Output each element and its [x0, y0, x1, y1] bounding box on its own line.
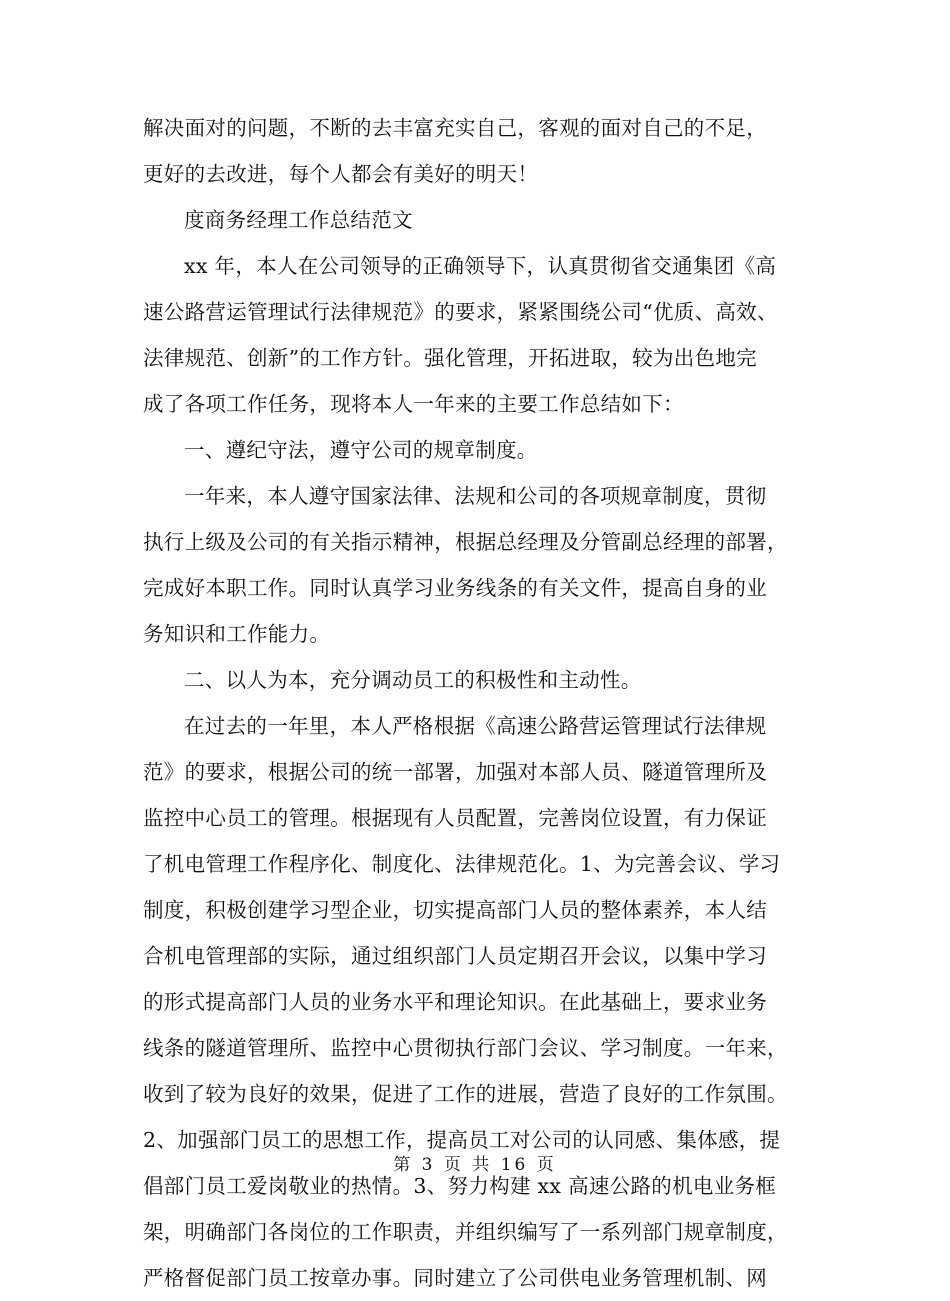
- document-body: [143, 105, 807, 1301]
- text-line: 制度，积极创建学习型企业，切实提高部门人员的整体素养，本人结: [143, 898, 767, 922]
- page-footer: [0, 1150, 950, 1175]
- text-line: 在过去的一年里，本人严格根据《高速公路营运管理试行法律规: [184, 714, 767, 738]
- section-title: 度商务经理工作总结范文: [184, 208, 413, 232]
- text-line: 更好的去改进，每个人都会有美好的明天！: [143, 162, 539, 186]
- text-line: 务知识和工作能力。: [143, 622, 331, 646]
- text-line: 了机电管理工作程序化、制度化、法律规范化。1、为完善会议、学习: [143, 852, 781, 876]
- text-line: xx 年，本人在公司领导的正确领导下，认真贯彻省交通集团《高: [184, 254, 777, 278]
- text-line: 2、加强部门员工的思想工作，提高员工对公司的认同感、集体感，提: [143, 1128, 781, 1152]
- text-line: 合机电管理部的实际，通过组织部门人员定期召开会议，以集中学习: [143, 944, 767, 968]
- text-line: 的形式提高部门人员的业务水平和理论知识。在此基础上，要求业务: [143, 990, 767, 1014]
- page-number: 第 3 页 共 16 页: [393, 1155, 557, 1175]
- text-line: 架，明确部门各岗位的工作职责，并组织编写了一系列部门规章制度，: [143, 1220, 788, 1244]
- section-heading: 一、遵纪守法，遵守公司的规章制度。: [184, 438, 538, 462]
- text-line: 完成好本职工作。同时认真学习业务线条的有关文件，提高自身的业: [143, 576, 767, 600]
- text-line: 一年来，本人遵守国家法律、法规和公司的各项规章制度，贯彻: [184, 484, 767, 508]
- text-line: 收到了较为良好的效果，促进了工作的进展，营造了良好的工作氛围。: [143, 1082, 788, 1106]
- text-line: 法律规范、创新”的工作方针。强化管理，开拓进取，较为出色地完: [143, 346, 757, 370]
- text-line: 速公路营运管理试行法律规范》的要求，紧紧围绕公司“优质、高效、: [143, 300, 778, 324]
- text-line: 线条的隧道管理所、监控中心贯彻执行部门会议、学习制度。一年来，: [143, 1036, 788, 1060]
- text-line: 监控中心员工的管理。根据现有人员配置，完善岗位设置，有力保证: [143, 806, 767, 830]
- text-line: 范》的要求，根据公司的统一部署，加强对本部人员、隧道管理所及: [143, 760, 767, 784]
- text-line: 倡部门员工爱岗敬业的热情。3、努力构建 xx 高速公路的机电业务框: [143, 1174, 777, 1198]
- text-line: 执行上级及公司的有关指示精神，根据总经理及分管副总经理的部署，: [143, 530, 788, 554]
- section-heading: 二、以人为本，充分调动员工的积极性和主动性。: [184, 668, 642, 692]
- text-line: 成了各项工作任务，现将本人一年来的主要工作总结如下：: [143, 392, 684, 416]
- text-line: 解决面对的问题，不断的去丰富充实自己，客观的面对自己的不足，: [143, 116, 767, 140]
- text-line: 严格督促部门员工按章办事。同时建立了公司供电业务管理机制、网: [143, 1266, 767, 1290]
